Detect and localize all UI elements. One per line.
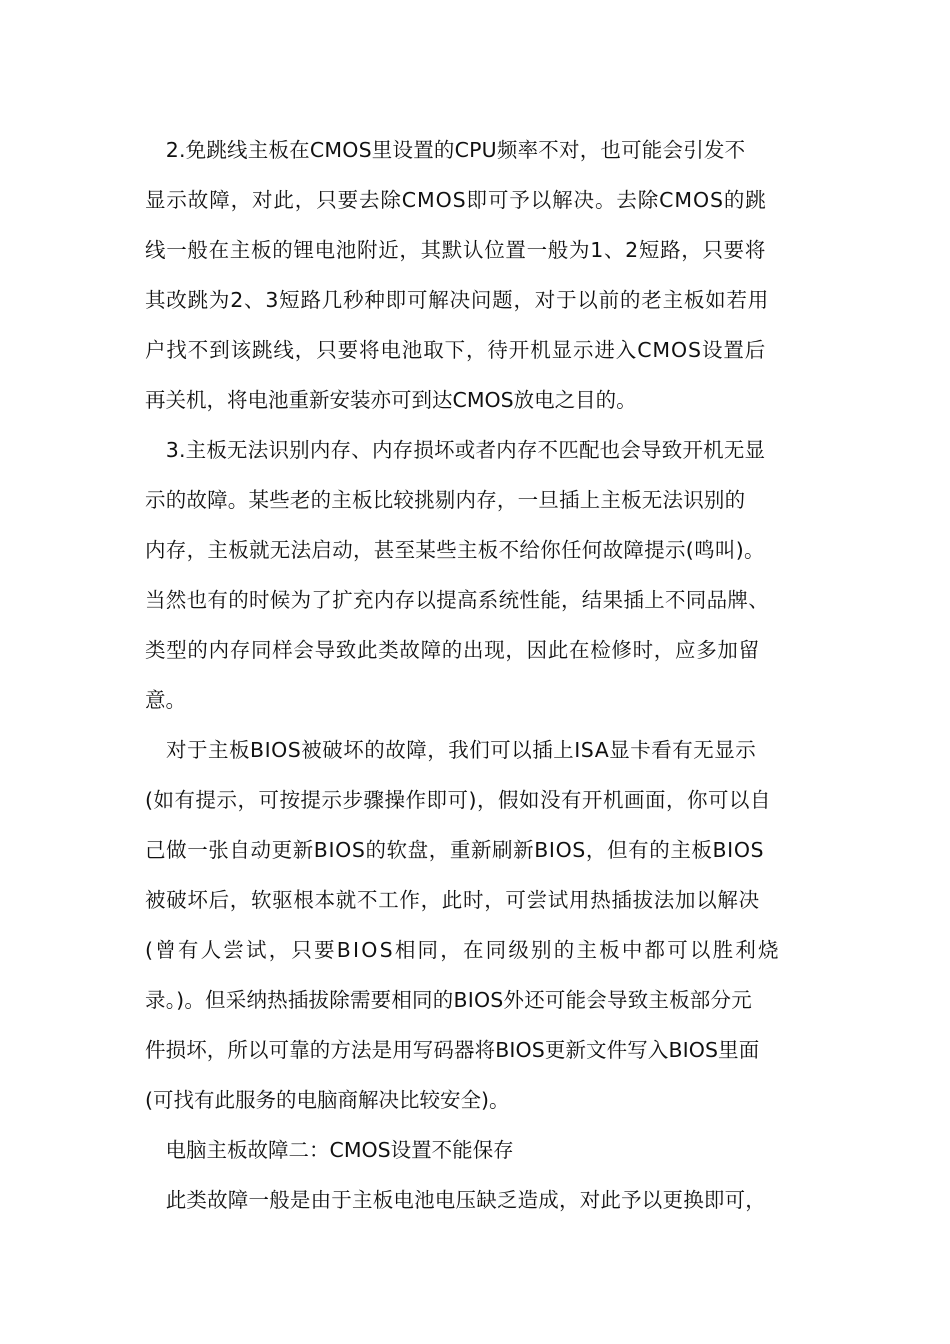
paragraph-line: 被破坏后，软驱根本就不工作，此时，可尝试用热插拔法加以解决	[145, 888, 760, 912]
paragraph-line: 再关机，将电池重新安装亦可到达CMOS放电之目的。	[145, 388, 637, 412]
paragraph-line: 录。)。但采纳热插拔除需要相同的BIOS外还可能会导致主板部分元	[145, 988, 752, 1012]
section-heading: 电脑主板故障二：CMOS设置不能保存	[145, 1138, 514, 1162]
paragraph-line: 类型的内存同样会导致此类故障的出现，因此在检修时，应多加留	[145, 638, 760, 662]
paragraph-line: (曾有人尝试，只要BIOS相同，在同级别的主板中都可以胜利烧	[145, 938, 781, 962]
paragraph-line: 3.主板无法识别内存、内存损坏或者内存不匹配也会导致开机无显	[145, 438, 766, 462]
paragraph-line: 其改跳为2、3短路几秒种即可解决问题，对于以前的老主板如若用	[145, 288, 770, 312]
paragraph-line: (可找有此服务的电脑商解决比较安全)。	[145, 1088, 510, 1112]
paragraph-line: 线一般在主板的锂电池附近，其默认位置一般为1、2短路，只要将	[145, 238, 767, 262]
paragraph-line: 件损坏，所以可靠的方法是用写码器将BIOS更新文件写入BIOS里面	[145, 1038, 760, 1062]
paragraph-line: 此类故障一般是由于主板电池电压缺乏造成，对此予以更换即可，	[145, 1188, 766, 1212]
paragraph-line: 意。	[145, 688, 186, 712]
paragraph-line: 对于主板BIOS被破坏的故障，我们可以插上ISA显卡看有无显示	[145, 738, 757, 762]
paragraph-line: 2.免跳线主板在CMOS里设置的CPU频率不对，也可能会引发不	[145, 138, 746, 162]
paragraph-line: (如有提示，可按提示步骤操作即可)，假如没有开机画面，你可以自	[145, 788, 771, 812]
paragraph-line: 己做一张自动更新BIOS的软盘，重新刷新BIOS，但有的主板BIOS	[145, 838, 765, 862]
paragraph-line: 示的故障。某些老的主板比较挑剔内存，一旦插上主板无法识别的	[145, 488, 746, 512]
paragraph-line: 显示故障，对此，只要去除CMOS即可予以解决。去除CMOS的跳	[145, 188, 767, 212]
paragraph-line: 内存，主板就无法启动，甚至某些主板不给你任何故障提示(鸣叫)。	[145, 538, 765, 562]
paragraph-line: 户找不到该跳线，只要将电池取下，待开机显示进入CMOS设置后	[145, 338, 767, 362]
paragraph-line: 当然也有的时候为了扩充内存以提高系统性能，结果插上不同品牌、	[145, 588, 769, 612]
